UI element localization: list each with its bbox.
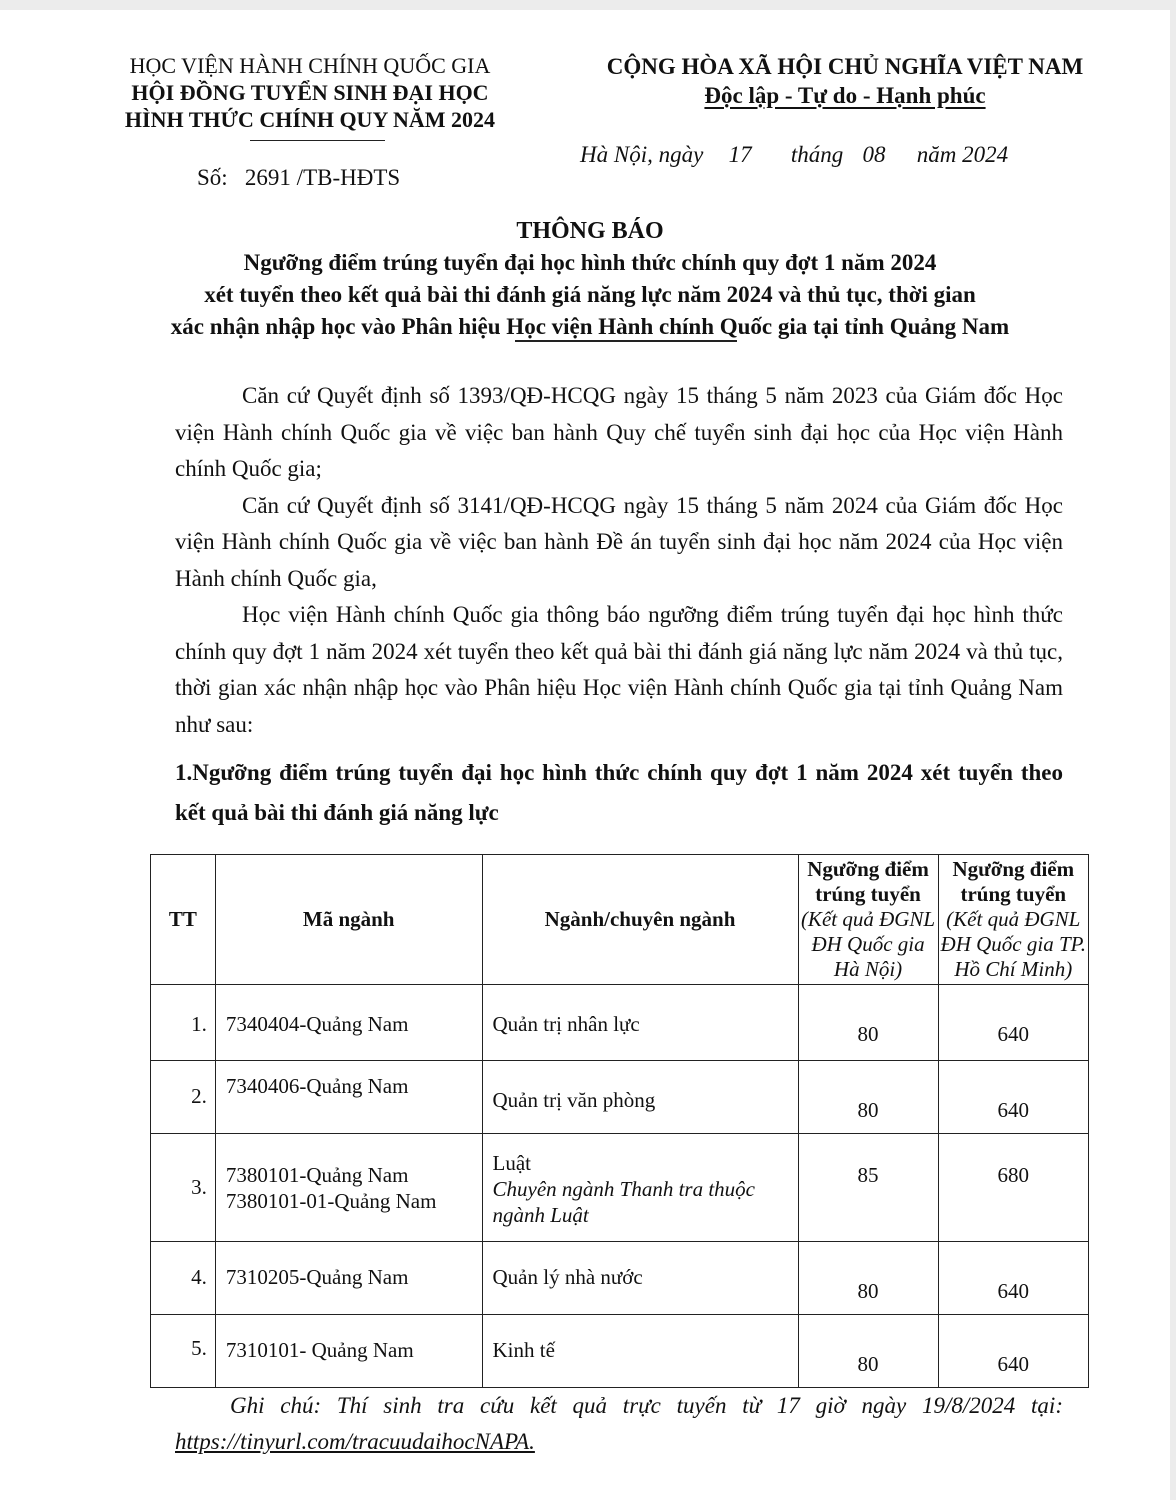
row-ma-nganh: 7310101- Quảng Nam: [215, 1315, 482, 1388]
table-row: [151, 1242, 1089, 1315]
row-nganh: Quản trị nhân lực: [482, 985, 798, 1061]
note-block: [175, 1388, 1063, 1460]
issuer-line-3: HÌNH THỨC CHÍNH QUY NĂM 2024: [124, 107, 496, 132]
row-hcm-score: 640: [938, 1061, 1088, 1134]
title-line-2: xét tuyển theo kết quả bài thi đánh giá năng lực năm 2024 và thủ tục, thời gian: [204, 282, 976, 307]
row-tt: 5.: [151, 1315, 216, 1388]
document-number: Số: 2691 /TB-HĐTS: [197, 165, 401, 190]
row-hanoi-score: 80: [798, 1061, 938, 1134]
paragraph-legal-basis-1: Căn cứ Quyết định số 1393/QĐ-HCQG ngày 15 tháng 5 năm 2023 của Giám đốc Học viện Hành chính Quốc gia về việc ban hành Quy chế tuyển sinh đại học của Học viện Hành chính Quốc gia;: [175, 383, 1063, 481]
date-year: năm 2024: [916, 142, 1009, 167]
table-row: [151, 1061, 1089, 1134]
date-month: 08: [862, 142, 886, 167]
header-ma-nganh: Mã ngành: [215, 855, 482, 985]
title-underline: [515, 340, 737, 342]
issuer-header: [95, 52, 525, 133]
header-hcm-title: Ngưỡng điểm trúng tuyển: [952, 857, 1075, 906]
row-hanoi-score: 80: [798, 985, 938, 1061]
header-hcm-note: (Kết quả ĐGNL ĐH Quốc gia TP. Hồ Chí Minh): [940, 907, 1086, 981]
row-hcm-score: 640: [938, 985, 1088, 1061]
row-ma-nganh-2: 7380101-01-Quảng Nam: [225, 1189, 437, 1213]
row-tt: 3.: [151, 1134, 216, 1242]
row-tt: 1.: [151, 985, 216, 1061]
title-line-3: xác nhận nhập học vào Phân hiệu Học viện Hành chính Quốc gia tại tỉnh Quảng Nam: [170, 314, 1010, 339]
lookup-link[interactable]: https://tinyurl.com/tracuudaihocNAPA.: [175, 1429, 535, 1454]
row-nganh: [482, 1134, 798, 1242]
row-nganh: Quản lý nhà nước: [482, 1242, 798, 1315]
date-month-label: tháng: [790, 142, 844, 167]
row-ma-nganh: [215, 1134, 482, 1242]
paragraph-legal-basis-2: Căn cứ Quyết định số 3141/QĐ-HCQG ngày 15 tháng 5 năm 2024 của Giám đốc Học viện Hành chính Quốc gia về việc ban hành Đề án tuyển sinh đại học năm 2024 của Học viện Hành chính Quốc gia,: [175, 492, 1063, 591]
issue-date: [580, 142, 1008, 168]
row-ma-nganh: 7310205-Quảng Nam: [215, 1242, 482, 1315]
scan-edge-right: [1170, 0, 1176, 1500]
row-nganh-sub: Chuyên ngành Thanh tra thuộc ngành Luật: [492, 1177, 755, 1227]
header-tt: TT: [151, 855, 216, 985]
paragraph-announcement: Học viện Hành chính Quốc gia thông báo ngưỡng điểm trúng tuyển đại học hình thức chính quy đợt 1 năm 2024 xét tuyển theo kết quả bài thi đánh giá năng lực năm 2024 và thủ tục, thời gian xác nhận nhập học vào Phân hiệu Học viện Hành chính Quốc gia tại tỉnh Quảng Nam như sau:: [175, 602, 1063, 737]
issuer-divider: [250, 140, 385, 141]
row-hanoi-score: 85: [798, 1134, 938, 1242]
title-line-1: Ngưỡng điểm trúng tuyển đại học hình thức chính quy đợt 1 năm 2024: [243, 250, 937, 275]
row-nganh: Kinh tế: [482, 1315, 798, 1388]
national-line-1: CỘNG HÒA XÃ HỘI CHỦ NGHĨA VIỆT NAM: [606, 54, 1084, 79]
row-nganh: Quản trị văn phòng: [482, 1061, 798, 1134]
row-hanoi-score: 80: [798, 1242, 938, 1315]
issuer-line-1: HỌC VIỆN HÀNH CHÍNH QUỐC GIA: [129, 53, 491, 78]
row-hanoi-score: 80: [798, 1315, 938, 1388]
table-header-row: [151, 855, 1089, 985]
section-1-heading: 1.Ngưỡng điểm trúng tuyển đại học hình thức chính quy đợt 1 năm 2024 xét tuyển theo kết quả bài thi đánh giá năng lực: [175, 760, 1063, 825]
header-hanoi-title: Ngưỡng điểm trúng tuyển: [807, 857, 929, 906]
row-ma-nganh: 7340406-Quảng Nam: [215, 1061, 482, 1134]
row-tt: 2.: [151, 1061, 216, 1134]
row-nganh-name: Luật: [492, 1151, 531, 1175]
row-hcm-score: 640: [938, 1242, 1088, 1315]
header-hanoi-note: (Kết quả ĐGNL ĐH Quốc gia Hà Nội): [800, 907, 936, 981]
issuer-line-2: HỘI ĐỒNG TUYỂN SINH ĐẠI HỌC: [131, 80, 489, 105]
row-hcm-score: 680: [938, 1134, 1088, 1242]
header-hanoi-score: [798, 855, 938, 985]
row-tt: 4.: [151, 1242, 216, 1315]
row-ma-nganh: 7340404-Quảng Nam: [215, 985, 482, 1061]
national-header: [585, 52, 1105, 110]
body-text: [175, 378, 1063, 743]
header-nganh: Ngành/chuyên ngành: [482, 855, 798, 985]
date-day: 17: [728, 142, 752, 167]
national-motto: Độc lập - Tự do - Hạnh phúc: [704, 83, 986, 108]
note-text: Ghi chú: Thí sinh tra cứu kết quả trực tuyến từ 17 giờ ngày 19/8/2024 tại:: [230, 1393, 1063, 1418]
title-heading: THÔNG BÁO: [516, 218, 664, 244]
table-row: [151, 985, 1089, 1061]
table-row: [151, 1315, 1089, 1388]
scan-edge-top: [0, 0, 1176, 10]
document-title: [130, 215, 1050, 343]
header-hcm-score: [938, 855, 1088, 985]
row-hcm-score: 640: [938, 1315, 1088, 1388]
row-ma-nganh-1: 7380101-Quảng Nam: [225, 1163, 409, 1187]
date-prefix: Hà Nội, ngày: [580, 142, 704, 167]
threshold-table: [150, 854, 1089, 1388]
table-row: [151, 1134, 1089, 1242]
